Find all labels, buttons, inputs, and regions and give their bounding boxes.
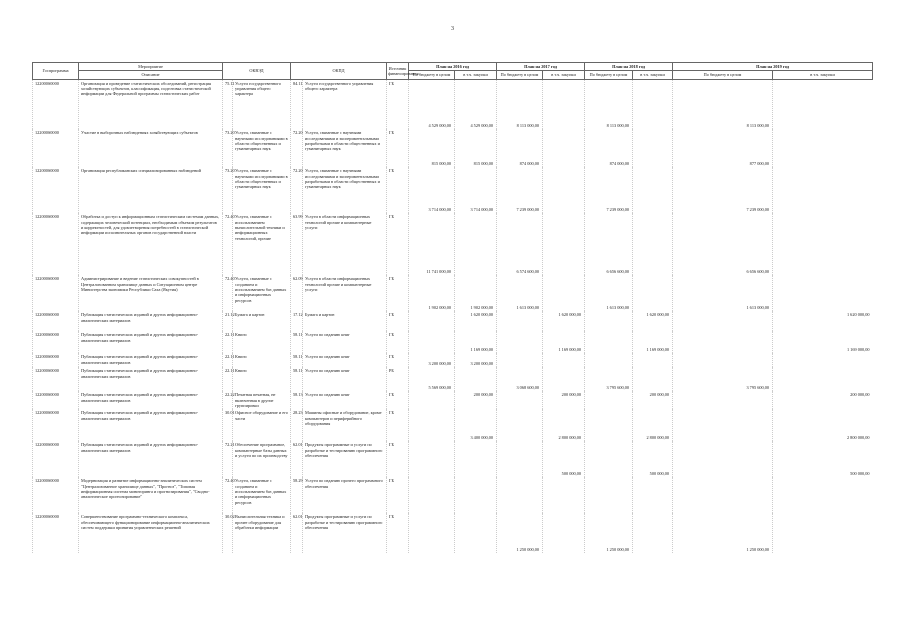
header-measure-name: Описание	[79, 71, 223, 79]
header-2018-budget: По бюджету в целом	[585, 71, 633, 79]
header-2016: План на 2016 год	[409, 63, 497, 71]
okved-name: Вычислительная техника и прочее оборудование для обработки информации	[233, 513, 291, 553]
header-2017-budget: По бюджету в целом	[497, 71, 543, 79]
header-measure: Мероприятие	[79, 63, 223, 71]
okved-name: Книги	[233, 367, 291, 391]
plan-2016-purchases: 815 000,00	[455, 129, 497, 167]
okpd-name: Услуги, связанные с научными исследованиями и экспериментальными разработками в области общественных и гуманитарных наук	[303, 129, 387, 167]
plan-2019-purchases: 1 169 000,00	[773, 331, 873, 353]
okpd-code: 58.11	[291, 367, 303, 391]
plan-2016-purchases: 3 400 000,00	[455, 409, 497, 441]
plan-2017-purchases	[543, 79, 585, 129]
plan-2019-budget	[673, 353, 773, 367]
okpd-name: Услуги, связанные с научными исследованиями и экспериментальными разработками в области общественных и гуманитарных наук	[303, 167, 387, 213]
plan-2018-budget: 8 113 000,00	[585, 79, 633, 129]
plan-2016-purchases	[455, 213, 497, 275]
program-code: 122000S0000	[33, 213, 79, 275]
okpd-code: 72.20	[291, 167, 303, 213]
plan-2016-purchases: 1 902 000,00	[455, 275, 497, 311]
plan-2017-purchases: 1 620 000,00	[543, 311, 585, 331]
plan-2018-budget	[585, 311, 633, 331]
okved-name: Услуги, связанные с созданием и использованием баз данных и информационных ресурсов	[233, 275, 291, 311]
plan-2016-purchases: 3 714 000,00	[455, 167, 497, 213]
plan-2019-purchases: 1 620 000,00	[773, 311, 873, 331]
okved-code: 72.21	[223, 441, 233, 477]
plan-2019-budget	[673, 311, 773, 331]
okved-name: Книги	[233, 353, 291, 367]
program-code: 122000S0000	[33, 409, 79, 441]
plan-2018-budget	[585, 409, 633, 441]
header-2019-budget: По бюджету в целом	[673, 71, 773, 79]
okpd-code: 58.13	[291, 391, 303, 409]
table-row	[33, 353, 873, 367]
okpd-code: 62.01	[291, 441, 303, 477]
page-number: 3	[451, 26, 454, 32]
plan-2019-purchases: 500 000,00	[773, 441, 873, 477]
header-2016-purchases: в т.ч. закупки	[455, 71, 497, 79]
okpd-code: 84.11	[291, 79, 303, 129]
okved-name: Обеспечение программное, компьютерные базы данных и услуги по их производству	[233, 441, 291, 477]
plan-2019-purchases	[773, 513, 873, 553]
plan-2018-purchases: 200 000,00	[633, 391, 673, 409]
okved-name: Печатная печатная, не включенная в другие группировки	[233, 391, 291, 409]
plan-2019-budget: 1 250 000,00	[673, 513, 773, 553]
okpd-name: Бумага и картон	[303, 311, 387, 331]
okpd-name: Услуги по изданию прочего программного обеспечения	[303, 477, 387, 513]
plan-2018-purchases	[633, 213, 673, 275]
okved-name: Книги	[233, 331, 291, 353]
plan-2016-budget	[409, 391, 455, 409]
okpd-name: Услуги по изданию книг	[303, 353, 387, 367]
plan-2018-budget: 7 239 000,00	[585, 167, 633, 213]
plan-2019-budget	[673, 391, 773, 409]
measure-description: Модернизация и развитие информационно-аналитических систем "Централизованное хранилище данных", "Прогноз", "Типовая информационная система мониторинга и прогнозирования", "Сводно-аналитическое прогнозирование"	[79, 477, 223, 513]
okved-code: 22.11	[223, 331, 233, 353]
funding-source: ГБ	[387, 441, 409, 477]
program-code: 122000S0000	[33, 353, 79, 367]
okpd-code: 17.12	[291, 311, 303, 331]
plan-2019-budget	[673, 409, 773, 441]
measure-description: Публикация статистических изданий и других информационно-аналитических материалов	[79, 331, 223, 353]
table-row	[33, 331, 873, 353]
plan-2016-budget: 5 569 000,00	[409, 367, 455, 391]
table-row	[33, 275, 873, 311]
plan-2017-budget: 3 068 600,00	[497, 367, 543, 391]
plan-2018-purchases	[633, 79, 673, 129]
plan-2017-purchases: 1 169 000,00	[543, 331, 585, 353]
plan-2017-budget: 874 000,00	[497, 129, 543, 167]
measure-description: Публикация статистических изданий и других информационно-аналитических материалов	[79, 441, 223, 477]
plan-2017-budget	[497, 441, 543, 477]
plan-2018-purchases: 500 000,00	[633, 441, 673, 477]
header-2018-purchases: в т.ч. закупки	[633, 71, 673, 79]
plan-2016-budget: 4 529 000,00	[409, 79, 455, 129]
plan-2017-purchases	[543, 367, 585, 391]
measure-description: Публикация статистических изданий и других информационно-аналитических материалов	[79, 353, 223, 367]
plan-2016-purchases	[455, 441, 497, 477]
measure-description: Организация и проведение статистических обследований, регистрация хозяйствующих субъектов, классификация, подготовка статистической информации для Федеральной программы статистических работ	[79, 79, 223, 129]
plan-2019-purchases	[773, 79, 873, 129]
okved-code: 22.11	[223, 367, 233, 391]
program-code: 122000S0000	[33, 513, 79, 553]
measure-description: Совершенствование программно-технического комплекса, обеспечивающего функционирование информационно-аналитических систем поддержки принятия управленческих решений	[79, 513, 223, 553]
funding-source: РБ	[387, 367, 409, 391]
measure-description: Обработка и доступ к информационным статистическим системам данных, содержащих человеческий потенциал, необходимым объемом результатов и корректностей, для удовлетворения потребностей в статистической информации исполнительных органов государственной власти	[79, 213, 223, 275]
plan-2019-budget	[673, 477, 773, 513]
okpd-code: 28.23	[291, 409, 303, 441]
plan-2018-purchases	[633, 477, 673, 513]
plan-2017-budget: 7 239 000,00	[497, 167, 543, 213]
plan-2019-purchases: 200 000,00	[773, 391, 873, 409]
plan-2018-budget: 6 656 600,00	[585, 213, 633, 275]
plan-2016-budget: 3 714 000,00	[409, 167, 455, 213]
plan-2019-budget	[673, 331, 773, 353]
table-row	[33, 409, 873, 441]
plan-2019-purchases	[773, 275, 873, 311]
okved-name: Услуги, связанные с созданием и использованием баз данных и информационных ресурсов	[233, 477, 291, 513]
plan-2017-purchases: 500 000,00	[543, 441, 585, 477]
okpd-name: Машины офисные и оборудование, кроме компьютеров и периферийного оборудования	[303, 409, 387, 441]
plan-2016-budget	[409, 331, 455, 353]
okved-name: Офисное оборудование и его части	[233, 409, 291, 441]
okpd-name: Услуги в области информационных технологий прочие и компьютерные услуги	[303, 213, 387, 275]
plan-2017-purchases	[543, 477, 585, 513]
okved-code: 22.11	[223, 353, 233, 367]
plan-2019-purchases	[773, 213, 873, 275]
table-row	[33, 79, 873, 129]
plan-2016-purchases: 4 529 000,00	[455, 79, 497, 129]
plan-2017-purchases	[543, 129, 585, 167]
okved-code: 30.01	[223, 409, 233, 441]
okpd-code: 63.99	[291, 213, 303, 275]
plan-2019-purchases	[773, 477, 873, 513]
okved-code: 73.20	[223, 129, 233, 167]
table-row	[33, 391, 873, 409]
plan-2016-purchases	[455, 367, 497, 391]
measure-description: Участие в выборочных наблюдениях хозяйствующих субъектов	[79, 129, 223, 167]
okpd-name: Услуги по изданию книг	[303, 391, 387, 409]
plan-2018-budget	[585, 391, 633, 409]
plan-2017-purchases: 200 000,00	[543, 391, 585, 409]
table-header	[33, 63, 873, 80]
funding-source: ГБ	[387, 129, 409, 167]
table-row	[33, 213, 873, 275]
header-2019-purchases: в т.ч. закупки	[773, 71, 873, 79]
okved-name: Услуги государственного управления общего характера	[233, 79, 291, 129]
okved-code: 75.11	[223, 79, 233, 129]
funding-source: ГБ	[387, 331, 409, 353]
plan-2016-budget: 815 000,00	[409, 129, 455, 167]
plan-2018-purchases	[633, 167, 673, 213]
plan-2016-budget	[409, 513, 455, 553]
header-2019: План на 2019 год	[673, 63, 873, 71]
funding-source: ГБ	[387, 353, 409, 367]
program-code: 122000S0000	[33, 275, 79, 311]
plan-2018-budget: 3 795 600,00	[585, 367, 633, 391]
plan-2017-budget	[497, 391, 543, 409]
program-code: 122000S0000	[33, 391, 79, 409]
plan-2017-purchases	[543, 513, 585, 553]
okved-name: Услуги, связанные с научными исследованиями в области общественных и гуманитарных наук	[233, 129, 291, 167]
program-code: 122000S0000	[33, 477, 79, 513]
program-code: 122000S0000	[33, 167, 79, 213]
okved-code: 72.40	[223, 213, 233, 275]
okved-code: 21.12	[223, 311, 233, 331]
header-program: Госпрограмма	[33, 63, 79, 80]
table-row	[33, 311, 873, 331]
measure-description: Организация республиканских специализированных наблюдений	[79, 167, 223, 213]
plan-2018-budget	[585, 477, 633, 513]
okved-code: 72.40	[223, 477, 233, 513]
plan-2016-purchases: 200 000,00	[455, 391, 497, 409]
plan-2019-budget: 1 613 000,00	[673, 275, 773, 311]
plan-2017-budget	[497, 353, 543, 367]
okpd-code: 62.09	[291, 275, 303, 311]
plan-2018-purchases	[633, 353, 673, 367]
header-okved: ОКВЭД	[223, 63, 291, 80]
plan-2017-purchases	[543, 213, 585, 275]
okved-code: 73.20	[223, 167, 233, 213]
plan-2019-purchases	[773, 367, 873, 391]
okved-name: Услуги, связанные с использованием вычислительной техники и информационных технологий, прочие	[233, 213, 291, 275]
plan-2018-purchases: 2 800 000,00	[633, 409, 673, 441]
plan-2018-budget	[585, 353, 633, 367]
okpd-name: Продукты программные и услуги по разработке и тестированию программного обеспечения	[303, 441, 387, 477]
okpd-code: 72.20	[291, 129, 303, 167]
plan-2019-budget: 6 656 600,00	[673, 213, 773, 275]
okpd-name: Услуги по изданию книг	[303, 331, 387, 353]
funding-source: ГБ	[387, 213, 409, 275]
plan-2017-purchases	[543, 275, 585, 311]
okved-code: 72.40	[223, 275, 233, 311]
plan-2017-purchases	[543, 353, 585, 367]
plan-2017-budget: 6 574 600,00	[497, 213, 543, 275]
okpd-name: Услуги государственного управления общего характера	[303, 79, 387, 129]
okpd-code: 58.29	[291, 477, 303, 513]
plan-2017-budget	[497, 331, 543, 353]
plan-2018-budget: 874 000,00	[585, 129, 633, 167]
header-2016-budget: По бюджету в целом	[409, 71, 455, 79]
plan-2019-budget: 8 113 000,00	[673, 79, 773, 129]
table-row	[33, 441, 873, 477]
okpd-name: Услуги в области информационных технологий прочие и компьютерные услуги	[303, 275, 387, 311]
plan-2017-purchases: 2 800 000,00	[543, 409, 585, 441]
program-code: 122000S0000	[33, 79, 79, 129]
measure-description: Администрирование и ведение статистических совокупностей в Централизованном хранилище данных и Ситуационном центре Министерства экономики Республики Саха (Якутия)	[79, 275, 223, 311]
measure-description: Публикация статистических изданий и других информационно-аналитических материалов	[79, 409, 223, 441]
okpd-code: 58.11	[291, 353, 303, 367]
funding-source: ГБ	[387, 275, 409, 311]
plan-2016-purchases: 1 169 000,00	[455, 331, 497, 353]
plan-2016-purchases: 1 620 000,00	[455, 311, 497, 331]
okved-name: Бумага и картон	[233, 311, 291, 331]
budget-plan-table	[32, 62, 873, 553]
program-code: 122000S0000	[33, 331, 79, 353]
okved-code: 22.22	[223, 391, 233, 409]
table-row	[33, 513, 873, 553]
plan-2016-budget	[409, 311, 455, 331]
plan-2019-purchases	[773, 167, 873, 213]
plan-2016-purchases	[455, 477, 497, 513]
header-2017-purchases: в т.ч. закупки	[543, 71, 585, 79]
plan-2019-budget: 7 239 000,00	[673, 167, 773, 213]
header-okpd: ОКПД	[291, 63, 387, 80]
plan-2018-purchases	[633, 367, 673, 391]
table-row	[33, 129, 873, 167]
program-code: 122000S0000	[33, 367, 79, 391]
table-row	[33, 477, 873, 513]
measure-description: Публикация статистических изданий и других информационно-аналитических материалов	[79, 367, 223, 391]
plan-2018-purchases	[633, 129, 673, 167]
table-row	[33, 167, 873, 213]
plan-2016-budget	[409, 441, 455, 477]
plan-2018-purchases	[633, 275, 673, 311]
okpd-code: 62.01	[291, 513, 303, 553]
plan-2018-budget	[585, 441, 633, 477]
header-2017: План на 2017 год	[497, 63, 585, 71]
plan-2016-budget: 1 902 000,00	[409, 275, 455, 311]
okpd-name: Услуги по изданию книг	[303, 367, 387, 391]
header-source: Источник финансирования	[387, 63, 409, 80]
plan-2019-budget: 3 795 600,00	[673, 367, 773, 391]
okpd-code: 58.11	[291, 331, 303, 353]
plan-2018-purchases	[633, 513, 673, 553]
plan-2016-budget: 3 200 000,00	[409, 353, 455, 367]
table-row	[33, 367, 873, 391]
plan-2017-budget: 8 113 000,00	[497, 79, 543, 129]
plan-2017-budget: 1 250 000,00	[497, 513, 543, 553]
plan-2017-budget: 1 613 000,00	[497, 275, 543, 311]
program-code: 122000S0000	[33, 311, 79, 331]
plan-2016-budget	[409, 477, 455, 513]
plan-2016-budget: 11 741 000,00	[409, 213, 455, 275]
plan-2016-purchases: 3 200 000,00	[455, 353, 497, 367]
funding-source: ГБ	[387, 79, 409, 129]
measure-description: Публикация статистических изданий и других информационно-аналитических материалов	[79, 311, 223, 331]
funding-source: ГБ	[387, 391, 409, 409]
okved-name: Услуги, связанные с научными исследованиями в области общественных и гуманитарных наук	[233, 167, 291, 213]
plan-2018-budget	[585, 331, 633, 353]
funding-source: ГБ	[387, 409, 409, 441]
plan-2017-budget	[497, 477, 543, 513]
plan-2018-budget: 1 250 000,00	[585, 513, 633, 553]
header-2018: План на 2018 год	[585, 63, 673, 71]
funding-source: ГБ	[387, 167, 409, 213]
plan-2017-purchases	[543, 167, 585, 213]
okved-code: 30.02	[223, 513, 233, 553]
program-code: 122000S0000	[33, 129, 79, 167]
plan-2018-purchases: 1 169 000,00	[633, 331, 673, 353]
plan-2019-purchases	[773, 129, 873, 167]
program-code: 122000S0000	[33, 441, 79, 477]
okpd-name: Продукты программные и услуги по разработке и тестированию программного обеспечения	[303, 513, 387, 553]
plan-2016-purchases	[455, 513, 497, 553]
plan-2019-purchases	[773, 353, 873, 367]
plan-2016-budget	[409, 409, 455, 441]
funding-source: ГБ	[387, 311, 409, 331]
plan-2017-budget	[497, 311, 543, 331]
table-body	[33, 79, 873, 553]
plan-2018-budget: 1 613 000,00	[585, 275, 633, 311]
plan-2019-budget	[673, 441, 773, 477]
plan-2017-budget	[497, 409, 543, 441]
funding-source: ГБ	[387, 513, 409, 553]
plan-2019-purchases: 2 800 000,00	[773, 409, 873, 441]
plan-2018-purchases: 1 620 000,00	[633, 311, 673, 331]
measure-description: Публикация статистических изданий и других информационно-аналитических материалов	[79, 391, 223, 409]
funding-source: ГБ	[387, 477, 409, 513]
plan-2019-budget: 877 000,00	[673, 129, 773, 167]
